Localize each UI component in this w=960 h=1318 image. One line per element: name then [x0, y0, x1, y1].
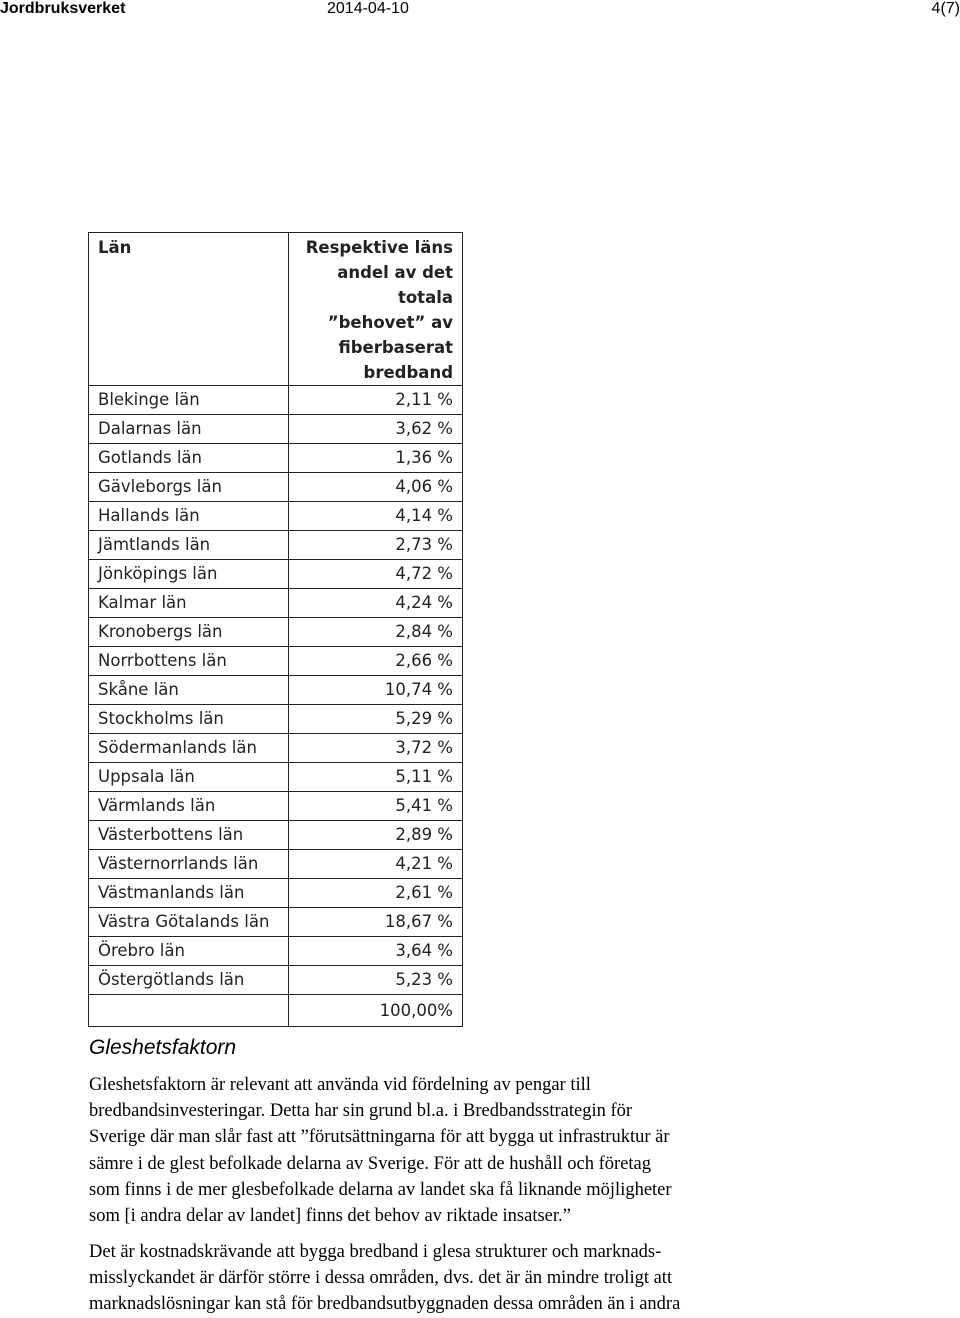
county-share: 4,14 % [289, 502, 463, 531]
table-row [89, 879, 463, 908]
text-line: som finns i de mer glesbefolkade delarna av landet ska få liknande möjligheter [89, 1179, 672, 1200]
text-line: Sverige där man slår fast att ”förutsättningarna för att bygga ut infrastruktur är [89, 1127, 670, 1148]
county-share: 2,84 % [289, 618, 463, 647]
page-number: 4(7) [931, 0, 960, 17]
table-row [89, 763, 463, 792]
table-row [89, 966, 463, 995]
section-heading: Gleshetsfaktorn [89, 1036, 237, 1059]
table-row [89, 647, 463, 676]
table-row [89, 850, 463, 879]
paragraph-gleshetsfaktorn [89, 1072, 829, 1229]
table-row [89, 386, 463, 415]
county-share: 3,64 % [289, 937, 463, 966]
county-name: Norrbottens län [89, 647, 289, 676]
text-line: marknadslösningar kan stå för bredbandsutbyggnaden dessa områden än i andra [89, 1294, 681, 1315]
header-line: Respektive läns [305, 238, 453, 257]
county-share: 2,73 % [289, 531, 463, 560]
table-row [89, 821, 463, 850]
text-line: misslyckandet är därför större i dessa områden, dvs. det är än mindre troligt att [89, 1268, 673, 1289]
table-row [89, 560, 463, 589]
county-name: Dalarnas län [89, 415, 289, 444]
table-row [89, 531, 463, 560]
county-name: Jämtlands län [89, 531, 289, 560]
county-name: Södermanlands län [89, 734, 289, 763]
county-name: Blekinge län [89, 386, 289, 415]
table-row [89, 908, 463, 937]
county-name: Gävleborgs län [89, 473, 289, 502]
text-line: bredbandsinvesteringar. Detta har sin grund bl.a. i Bredbandsstrategin för [89, 1101, 633, 1122]
table-row [89, 705, 463, 734]
county-share: 2,61 % [289, 879, 463, 908]
county-share-table [88, 232, 463, 1027]
table-row [89, 618, 463, 647]
table-row [89, 589, 463, 618]
county-share: 2,89 % [289, 821, 463, 850]
county-name: Västmanlands län [89, 879, 289, 908]
table-row [89, 473, 463, 502]
county-name: Stockholms län [89, 705, 289, 734]
county-name: Gotlands län [89, 444, 289, 473]
header-line: fiberbaserat [338, 338, 453, 357]
total-label [89, 995, 289, 1027]
text-line: som [i andra delar av landet] finns det behov av riktade insatser.” [89, 1206, 571, 1227]
text-line: sämre i de glest befolkade delarna av Sverige. För att de hushåll och företag [89, 1153, 651, 1174]
total-value: 100,00% [289, 995, 463, 1027]
county-share: 5,41 % [289, 792, 463, 821]
header-line: ”behovet” av [327, 313, 453, 332]
document-date: 2014-04-10 [327, 0, 409, 17]
table-row [89, 792, 463, 821]
county-name: Västerbottens län [89, 821, 289, 850]
county-share: 10,74 % [289, 676, 463, 705]
paragraph-kostnad [89, 1239, 829, 1318]
table-row [89, 937, 463, 966]
county-name: Uppsala län [89, 763, 289, 792]
table-row [89, 676, 463, 705]
county-name: Västernorrlands län [89, 850, 289, 879]
county-name: Västra Götalands län [89, 908, 289, 937]
table-row [89, 502, 463, 531]
organization-name: Jordbruksverket [0, 0, 126, 17]
header-line: bredband [363, 363, 453, 382]
page-header [0, 0, 960, 22]
county-share: 2,11 % [289, 386, 463, 415]
header-line: andel av det totala [337, 263, 453, 307]
table-total-row [89, 995, 463, 1027]
county-share: 18,67 % [289, 908, 463, 937]
county-share: 4,06 % [289, 473, 463, 502]
county-share: 5,23 % [289, 966, 463, 995]
county-share: 1,36 % [289, 444, 463, 473]
table-row [89, 734, 463, 763]
table-header-row [89, 233, 463, 386]
table-row [89, 415, 463, 444]
county-name: Jönköpings län [89, 560, 289, 589]
county-name: Kronobergs län [89, 618, 289, 647]
column-header-share [289, 233, 463, 386]
county-share: 4,21 % [289, 850, 463, 879]
county-share: 4,24 % [289, 589, 463, 618]
text-line: Det är kostnadskrävande att bygga bredband i glesa strukturer och marknads- [89, 1242, 662, 1262]
county-name: Örebro län [89, 937, 289, 966]
county-name: Skåne län [89, 676, 289, 705]
county-share: 3,72 % [289, 734, 463, 763]
county-name: Värmlands län [89, 792, 289, 821]
column-header-lan: Län [89, 233, 289, 386]
county-name: Hallands län [89, 502, 289, 531]
table-row [89, 444, 463, 473]
county-share: 5,11 % [289, 763, 463, 792]
county-share: 4,72 % [289, 560, 463, 589]
county-share: 2,66 % [289, 647, 463, 676]
county-name: Östergötlands län [89, 966, 289, 995]
text-line: Gleshetsfaktorn är relevant att använda vid fördelning av pengar till [89, 1075, 591, 1095]
county-name: Kalmar län [89, 589, 289, 618]
county-share: 5,29 % [289, 705, 463, 734]
county-share: 3,62 % [289, 415, 463, 444]
